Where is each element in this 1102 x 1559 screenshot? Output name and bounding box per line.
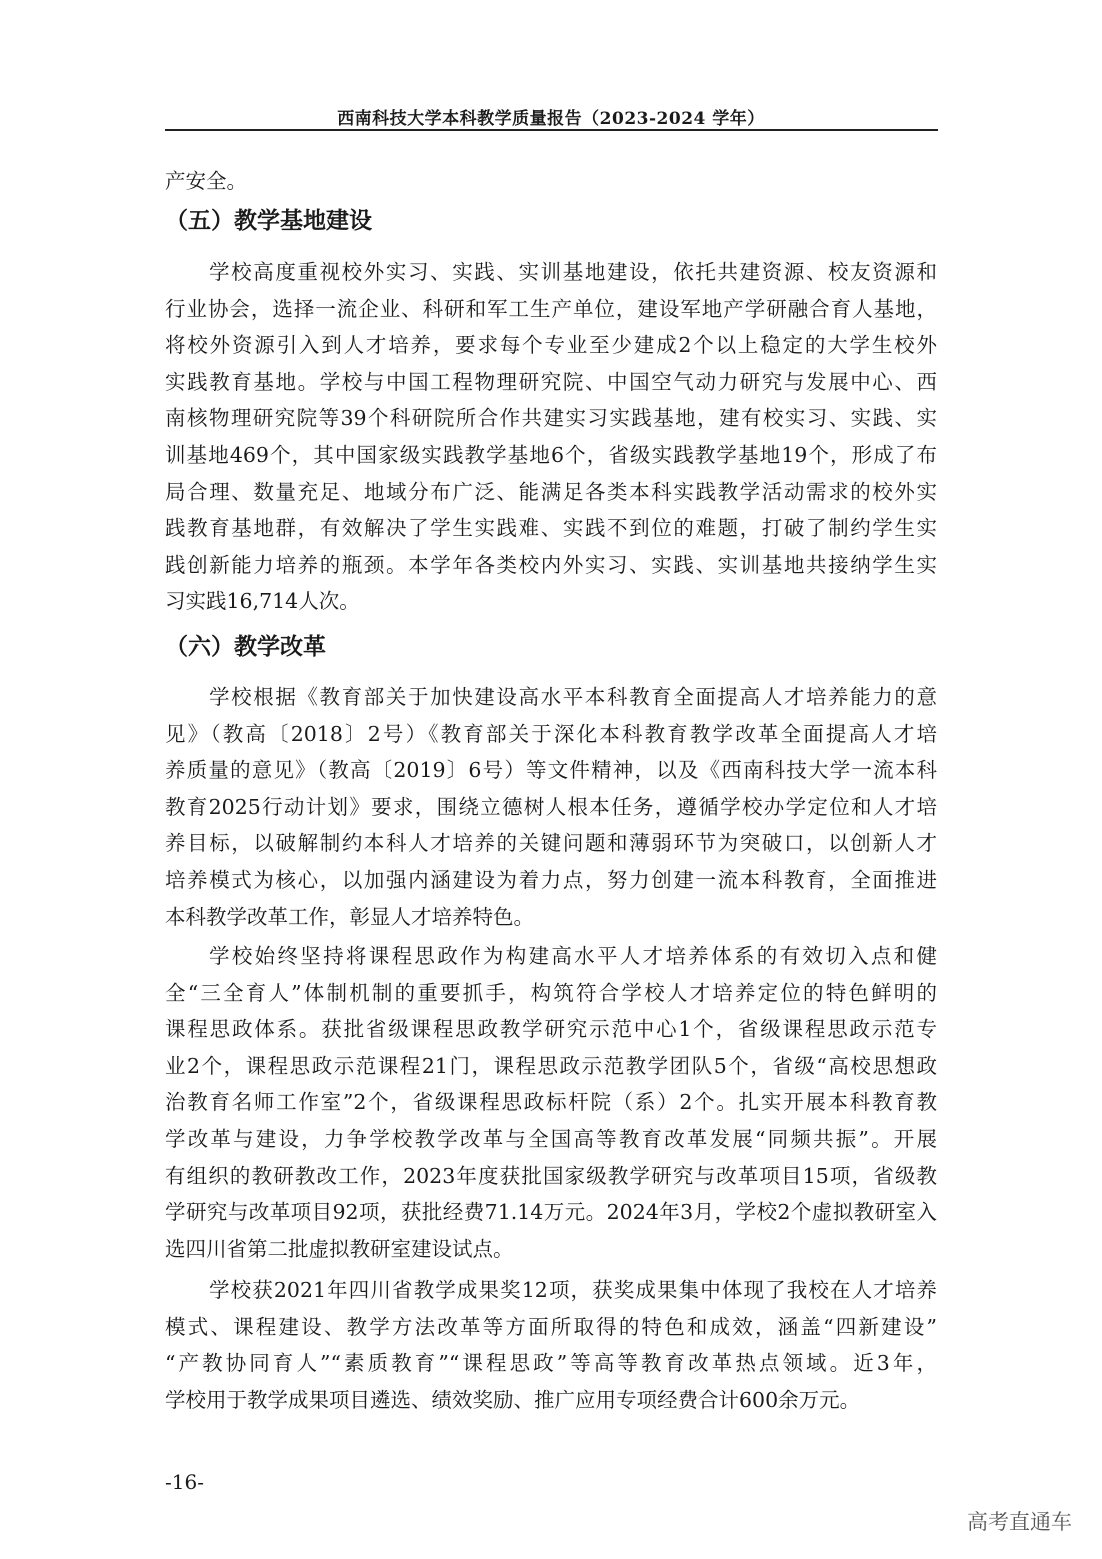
paragraph xyxy=(165,254,937,620)
text-line: 行业协会，选择一流企业、科研和军工生产单位，建设军地产学研融合育人基地， xyxy=(165,296,937,321)
text-line: 局合理、数量充足、地域分布广泛、能满足各类本科实践教学活动需求的校外实 xyxy=(165,479,937,504)
text-line: 学校获2021年四川省教学成果奖12项，获奖成果集中体现了我校在人才培养 xyxy=(209,1278,937,1302)
paragraph xyxy=(165,938,937,1267)
running-header: 西南科技大学本科教学质量报告（2023-2024 学年） xyxy=(337,109,765,129)
paragraph xyxy=(165,679,937,935)
text-line: 学校始终坚持将课程思政作为构建高水平人才培养体系的有效切入点和健 xyxy=(209,944,937,968)
text-line: 本科教学改革工作，彰显人才培养特色。 xyxy=(165,904,534,929)
text-line: 学研究与改革项目92项，获批经费71.14万元。2024年3月，学校2个虚拟教研室入 xyxy=(165,1200,937,1225)
text-line: 业2个，课程思政示范课程21门，课程思政示范教学团队5个，省级“高校思想政 xyxy=(165,1053,937,1078)
text-line: 践教育基地群，有效解决了学生实践难、实践不到位的难题，打破了制约学生实 xyxy=(165,516,937,541)
text-line: 培养模式为核心，以加强内涵建设为着力点，努力创建一流本科教育，全面推进 xyxy=(165,867,937,892)
text-line: 治教育名师工作室”2个，省级课程思政标杆院（系）2个。扎实开展本科教育教 xyxy=(165,1090,937,1115)
text-line: 全“三全育人”体制机制的重要抓手，构筑符合学校人才培养定位的特色鲜明的 xyxy=(165,980,937,1005)
header-rule xyxy=(165,129,938,131)
paragraph xyxy=(165,1272,937,1418)
text-line: 课程思政体系。获批省级课程思政教学研究示范中心1个，省级课程思政示范专 xyxy=(165,1017,937,1042)
text-line: 践创新能力培养的瓶颈。本学年各类校内外实习、实践、实训基地共接纳学生实 xyxy=(165,552,937,577)
text-line: 产安全。 xyxy=(165,169,247,193)
section-heading: （五）教学基地建设 xyxy=(165,208,372,234)
text-line: 南核物理研究院等39个科研院所合作共建实习实践基地，建有校实习、实践、实 xyxy=(165,406,937,431)
text-line: 养质量的意见》（教高〔2019〕6号）等文件精神，以及《西南科技大学一流本科 xyxy=(165,758,937,783)
text-line: 有组织的教研教改工作，2023年度获批国家级教学研究与改革项目15项，省级教 xyxy=(165,1163,937,1188)
paragraph xyxy=(165,163,937,200)
text-line: 学校根据《教育部关于加快建设高水平本科教育全面提高人才培养能力的意 xyxy=(209,685,937,709)
text-line: “产教协同育人”“素质教育”“课程思政”等高等教育改革热点领域。近3年， xyxy=(165,1351,937,1376)
text-line: 学校用于教学成果项目遴选、绩效奖励、推广应用专项经费合计600余万元。 xyxy=(165,1387,861,1412)
text-line: 学改革与建设，力争学校教学改革与全国高等教育改革发展“同频共振”。开展 xyxy=(165,1126,937,1151)
text-line: 见》（教高〔2018〕2号）《教育部关于深化本科教育教学改革全面提高人才培 xyxy=(165,721,937,746)
text-line: 养目标，以破解制约本科人才培养的关键问题和薄弱环节为突破口，以创新人才 xyxy=(165,831,937,856)
text-line: 实践教育基地。学校与中国工程物理研究院、中国空气动力研究与发展中心、西 xyxy=(165,369,937,394)
text-line: 学校高度重视校外实习、实践、实训基地建设，依托共建资源、校友资源和 xyxy=(209,260,937,284)
text-line: 习实践16,714人次。 xyxy=(165,589,360,614)
page-number: -16- xyxy=(165,1470,204,1494)
text-line: 选四川省第二批虚拟教研室建设试点。 xyxy=(165,1236,514,1261)
text-line: 教育2025行动计划》要求，围绕立德树人根本任务，遵循学校办学定位和人才培 xyxy=(165,794,937,819)
watermark: 高考直通车 xyxy=(967,1510,1072,1534)
text-line: 模式、课程建设、教学方法改革等方面所取得的特色和成效，涵盖“四新建设” xyxy=(165,1314,937,1339)
section-heading: （六）教学改革 xyxy=(165,634,326,660)
text-line: 将校外资源引入到人才培养，要求每个专业至少建成2个以上稳定的大学生校外 xyxy=(165,333,937,358)
text-line: 训基地469个，其中国家级实践教学基地6个，省级实践教学基地19个，形成了布 xyxy=(165,442,937,467)
